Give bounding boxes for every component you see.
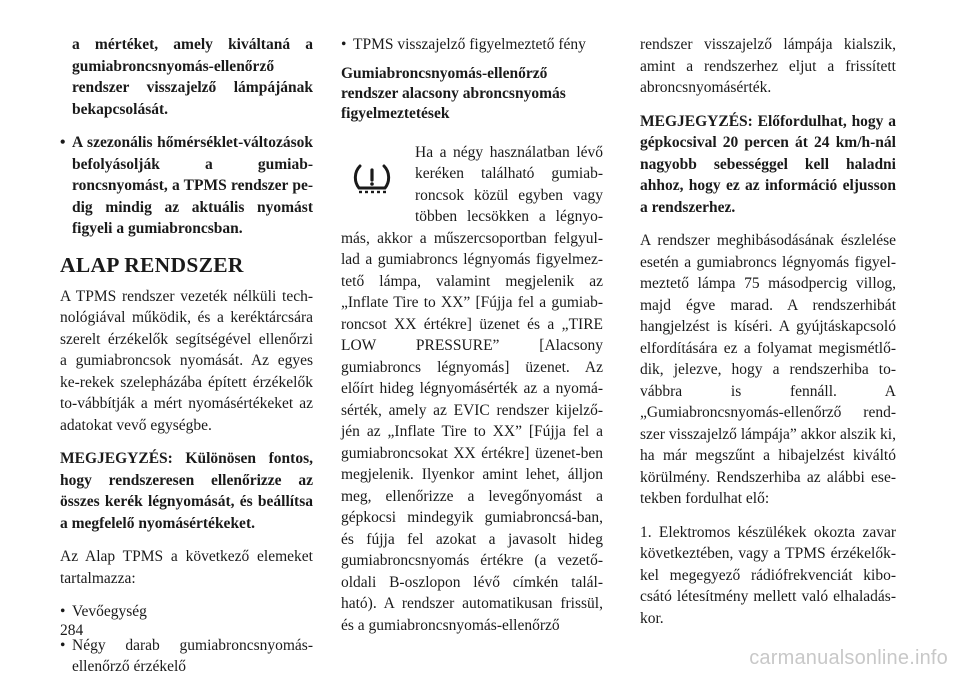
column-left [60,34,313,690]
paragraph-lamp-off: rendszer visszajelző lámpája kialszik, amint a rendszerhez eljut a frissített abroncsnyomásérték. [640,36,896,96]
tpms-warning-icon-graphic [351,162,393,194]
list-item-interference: 1. Elektromos készülékek okozta zavar következtében, vagy a TPMS érzékelők-kel megegyező rádiófrekvenciát kibo-csátó létesítmény mellett való elhaladás-kor. [640,523,896,627]
paragraph-intro: A TPMS rendszer vezeték nélküli tech-nológiával működik, és a keréktárcsára szerelt érzékelők segítségével ellenőrzi a gumiabroncsok nyomását. Az egyes ke-rekek szelepházába épített érzékelők to-vábbítják a mért nyomásértékeket az adatokat vevő egységbe. [60,287,313,434]
list-item-text: Négy darab gumiabroncsnyomás-ellenőrző érzékelő [72,636,313,675]
watermark: carmanualsonline.info [749,647,948,669]
column-middle [341,34,603,648]
list-item-sensors [60,635,313,678]
list-item-text: Vevőegység [72,603,147,620]
bullet-seasonal-temperature [60,132,313,240]
tpms-warning-icon [341,142,415,210]
bullet-dot: • [60,603,66,620]
page-number: 284 [60,622,84,639]
paragraph-low-pressure: Ha a négy használatban lévő keréken található gumiab-roncsok közül egyben vagy többen lecsökken a légnyo-más, akkor a műszercsoportban felgyul-lad a gumiabroncs légnyomás figyelmez-tető lámpa, valamint megjelenik az „Inflate Tire to XX” [Fújja fel a gumiab-roncsot XX értékre] üzenet és a „TIRE LOW PRESSURE” [Alacsony gumiabroncs légnyomás] üzenet. Az előírt hideg légnyomásérték az a nyomá-sérték, amely az EVIC rendszer kijelző-jén az „Inflate Tire to XX” [Fújja fel a gumiabroncsokat XX értékre] üzenet-ben megjelenik. Ilyenkor amint lehet, álljon meg, ellenőrizze a levegőnyomást a gépkocsi mindegyik gumiabroncsá-ban, és fújja fel azokat a javasolt hideg gumiabroncsnyomás értékre (a vezető-oldali B-oszlopon lévő címkén talál-ható). A rendszer automatikusan frissül, és a gumiabroncsnyomás-ellenőrző [341,143,603,634]
bullet-dot: • [341,36,347,53]
paragraph-components: Az Alap TPMS a következő elemeket tartalmazza: [60,548,313,587]
bullet-continuation: a mértéket, amely kiváltaná a gumiabroncsnyomás-ellenőrző rendszer visszajelző lámpájának bekapcsolását. [72,36,313,118]
bullet-text: A szezonális hőmérséklet-változások befolyásolják a gumiab-roncsnyomást, a TPMS rendszer pe-dig mindig az aktuális nyomást figyeli a gumiabroncsban. [72,134,313,237]
bullet-dot: • [60,134,66,151]
list-item-receiver [60,601,313,623]
note-driving-time: MEGJEGYZÉS: Előfordulhat, hogy a gépkocsival 20 percen át 24 km/h-nál nagyobb sebességgel kell haladni ahhoz, hogy ez az információ eljusson a rendszerhez. [640,112,896,216]
list-item-text: TPMS visszajelző figyelmeztető fény [353,36,586,53]
paragraph-malfunction: A rendszer meghibásodásának észlelése esetén a gumiabroncs légnyomás figyel-meztető lámpa 75 másodpercig villog, majd égve marad. A rendszerhibát hangjelzést is kíséri. A gyújtáskapcsoló elfordítására ez a folyamat megismétlő-dik, jelezve, hogy a rendszerhiba to-vábbra is fennáll. A „Gumiabroncsnyomás-ellenőrző rend-szer visszajelző lámpája” akkor alszik ki, ha már megszűnt a hibajelzést kiváltó körülmény. Rendszerhiba az alábbi ese-tekben fordulhat elő: [640,232,896,507]
note-check-pressure: MEGJEGYZÉS: Különösen fontos, hogy rendszeresen ellenőrizze az összes kerék légnyomását, és beállítsa a megfelelő nyomásértékeket. [60,450,313,532]
bullet-dot: • [60,636,66,654]
column-right [640,34,896,641]
subheading-low-pressure: Gumiabroncsnyomás-ellenőrző rendszer alacsony abroncsnyomás figyelmeztetések [341,64,566,122]
section-heading: ALAP RENDSZER [60,252,244,277]
list-item-warning-light [341,34,603,56]
